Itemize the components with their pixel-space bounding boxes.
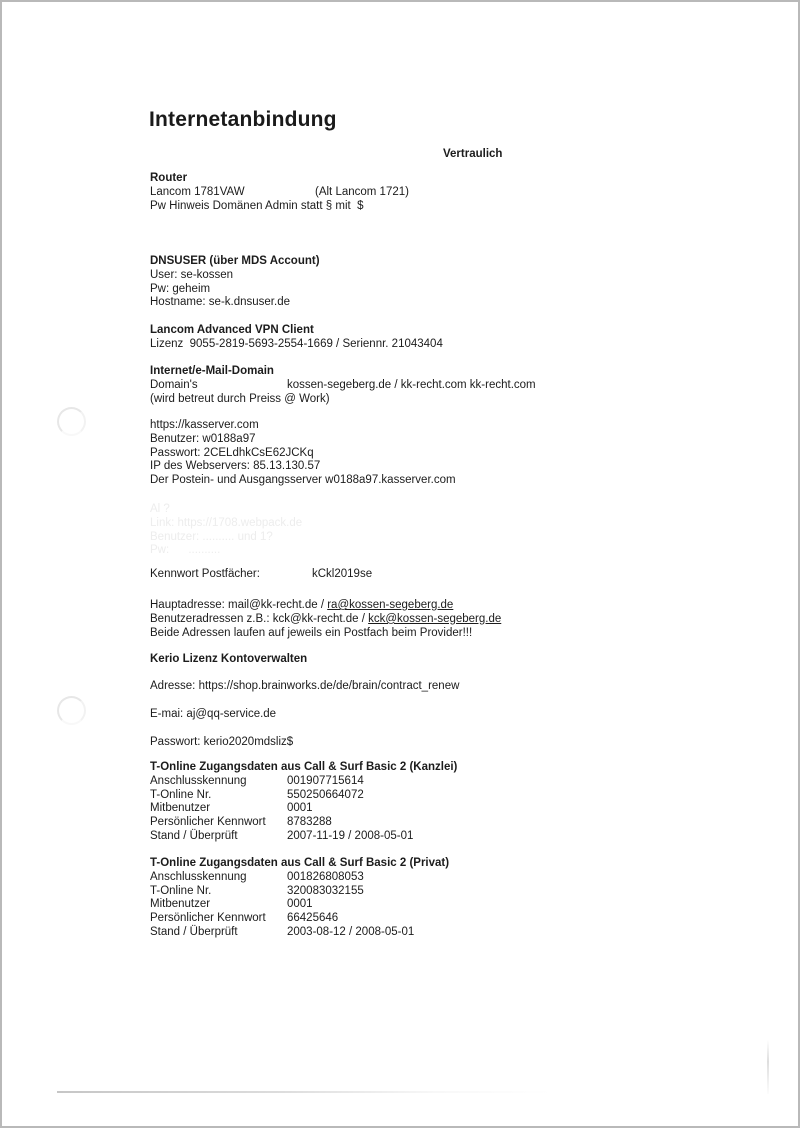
page-title: Internetanbindung	[149, 108, 337, 131]
table-row	[150, 775, 620, 789]
router-heading: Router	[150, 172, 188, 184]
section-postfaecher	[150, 568, 620, 582]
kerio-email: E-mai: aj@qq-service.de	[150, 708, 277, 720]
confidential-label: Vertraulich	[443, 148, 503, 160]
section-tonline-kanzlei	[150, 761, 620, 844]
dnsuser-user: User: se-kossen	[150, 268, 234, 281]
row-value: 0001	[287, 898, 313, 911]
row-label: T-Online Nr.	[150, 884, 212, 897]
dnsuser-pw: Pw: geheim	[150, 282, 211, 295]
scan-artifact-horizontal-line	[57, 1091, 562, 1093]
benutzeradressen-line	[150, 613, 620, 627]
faded-line-2: Link: https://1708.webpack.de	[150, 516, 303, 529]
hauptadresse-prefix: Hauptadresse: mail@kk-recht.de /	[150, 599, 328, 611]
row-value: 2007-11-19 / 2008-05-01	[287, 829, 414, 842]
punch-hole-bottom	[57, 696, 86, 725]
row-label: Stand / Überprüft	[150, 925, 238, 938]
router-pw-hint: Pw Hinweis Domänen Admin statt § mit $	[150, 199, 364, 212]
kasserver-benutzer: Benutzer: w0188a97	[150, 432, 256, 445]
row-label: T-Online Nr.	[150, 788, 212, 801]
section-vpn	[150, 324, 620, 352]
benutzeradressen-link: kck@kossen-segeberg.de	[368, 612, 502, 625]
adressen-note: Beide Adressen laufen auf jeweils ein Postfach beim Provider!!!	[150, 626, 473, 639]
router-model-line	[150, 186, 620, 200]
dnsuser-heading: DNSUSER (über MDS Account)	[150, 255, 320, 267]
router-alt-model: (Alt Lancom 1721)	[315, 185, 409, 198]
table-row	[150, 816, 620, 830]
vpn-heading: Lancom Advanced VPN Client	[150, 324, 314, 336]
tonline-kanzlei-heading: T-Online Zugangsdaten aus Call & Surf Basic 2 (Kanzlei)	[150, 761, 458, 773]
section-adressen	[150, 599, 620, 640]
domain-note: (wird betreut durch Preiss @ Work)	[150, 392, 330, 405]
row-value: 550250664072	[287, 788, 364, 801]
table-row	[150, 885, 620, 899]
row-value: 001826808053	[287, 870, 364, 883]
table-row	[150, 912, 620, 926]
kerio-passwort: Passwort: kerio2020mdsliz$	[150, 736, 294, 748]
scan-artifact-vertical-line	[767, 1040, 769, 1094]
table-row	[150, 830, 620, 844]
row-value: 8783288	[287, 816, 332, 829]
table-row	[150, 789, 620, 803]
kerio-adresse: Adresse: https://shop.brainworks.de/de/brain/contract_renew	[150, 680, 460, 692]
router-model: Lancom 1781VAW	[150, 185, 245, 198]
table-row	[150, 898, 620, 912]
kasserver-passwort: Passwort: 2CELdhkCsE62JCKq	[150, 446, 314, 459]
postfaecher-label: Kennwort Postfächer:	[150, 568, 260, 580]
row-value: 0001	[287, 802, 313, 815]
row-value: 2003-08-12 / 2008-05-01	[287, 925, 415, 938]
kerio-heading: Kerio Lizenz Kontoverwalten	[150, 653, 308, 665]
kasserver-url: https://kasserver.com	[150, 419, 259, 431]
section-router	[150, 172, 620, 213]
domain-row	[150, 379, 620, 393]
hauptadresse-line	[150, 599, 620, 613]
row-label: Persönlicher Kennwort	[150, 912, 266, 925]
hauptadresse-link: ra@kossen-segeberg.de	[327, 599, 454, 611]
postfaecher-row	[150, 568, 620, 582]
domain-value: kossen-segeberg.de / kk-recht.com kk-recht.com	[287, 378, 536, 391]
section-dnsuser	[150, 255, 620, 310]
domain-label: Domain's	[150, 378, 198, 391]
section-tonline-privat	[150, 857, 620, 940]
kasserver-ip: IP des Webservers: 85.13.130.57	[150, 460, 321, 473]
faded-line-1: Al ?	[150, 503, 170, 515]
table-row	[150, 926, 620, 940]
faded-line-4: Pw: ..........	[150, 544, 221, 557]
section-domain	[150, 365, 620, 406]
row-value: 320083032155	[287, 884, 364, 897]
faded-line-3: Benutzer: .......... und 1?	[150, 530, 273, 543]
postfaecher-value: kCkl2019se	[312, 568, 373, 580]
punch-hole-top	[57, 407, 86, 436]
vpn-lizenz: Lizenz 9055-2819-5693-2554-1669 / Seriennr. 21043404	[150, 337, 443, 350]
row-label: Anschlusskennung	[150, 870, 247, 883]
row-label: Stand / Überprüft	[150, 829, 238, 842]
kasserver-mailserver: Der Postein- und Ausgangsserver w0188a97.kasserver.com	[150, 474, 456, 487]
domain-heading: Internet/e-Mail-Domain	[150, 365, 274, 377]
section-faded-erased-text	[150, 503, 620, 558]
benutzeradressen-prefix: Benutzeradressen z.B.: kck@kk-recht.de /	[150, 612, 369, 625]
row-label: Mitbenutzer	[150, 802, 211, 815]
row-value: 66425646	[287, 912, 339, 925]
row-value: 001907715614	[287, 774, 364, 787]
table-row	[150, 802, 620, 816]
tonline-privat-heading: T-Online Zugangsdaten aus Call & Surf Basic 2 (Privat)	[150, 857, 450, 869]
row-label: Mitbenutzer	[150, 898, 211, 911]
row-label: Persönlicher Kennwort	[150, 816, 266, 829]
section-kasserver	[150, 419, 620, 488]
dnsuser-hostname: Hostname: se-k.dnsuser.de	[150, 296, 290, 309]
table-row	[150, 871, 620, 885]
row-label: Anschlusskennung	[150, 774, 247, 787]
